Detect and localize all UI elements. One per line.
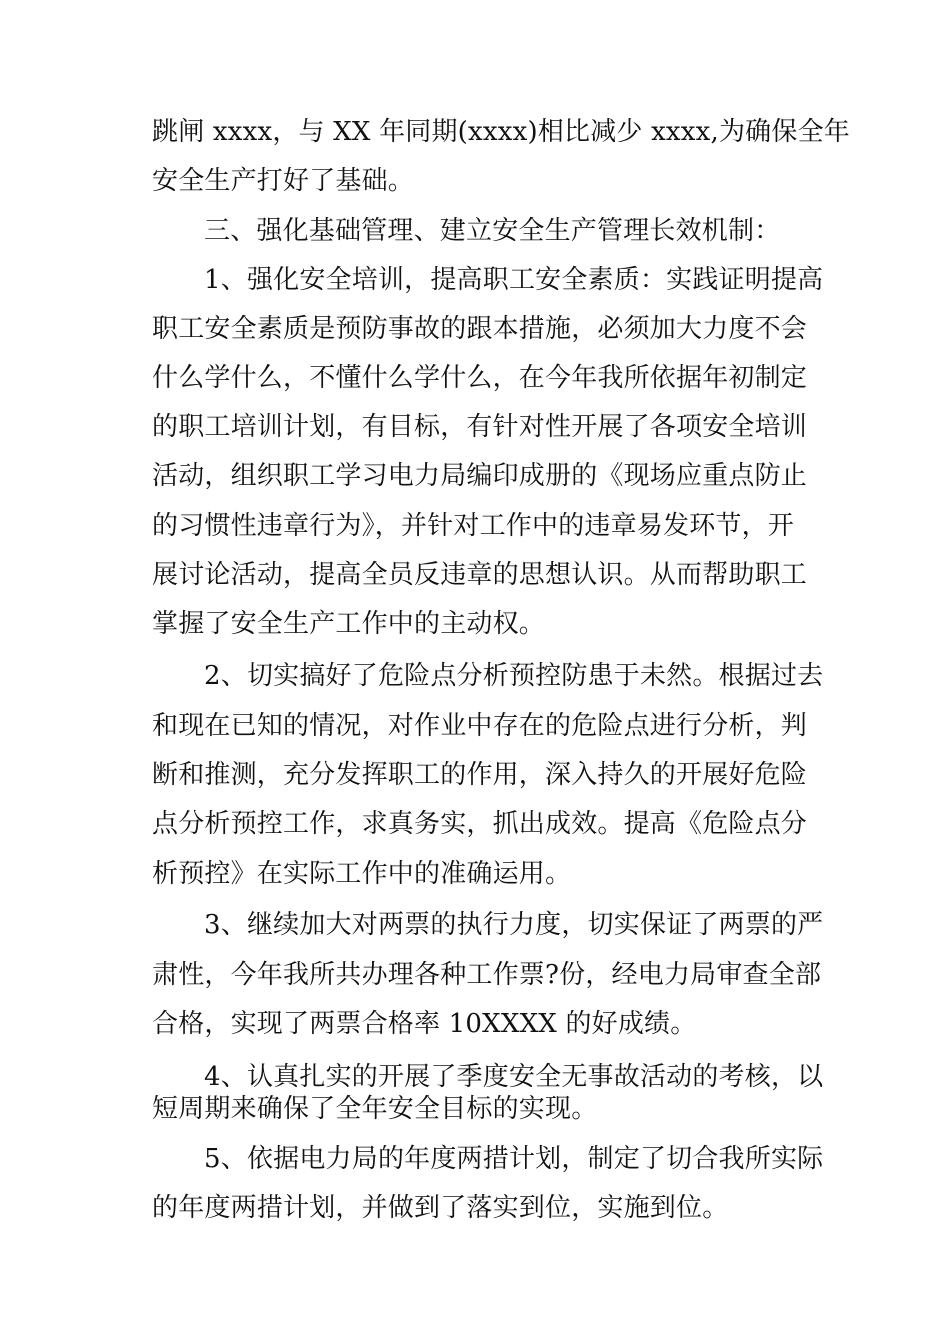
text-line: 点分析预控工作，求真务实，抓出成效。提高《危险点分: [152, 809, 808, 839]
text-line: 析预控》在实际工作中的准确运用。: [152, 859, 572, 889]
text-line: 职工安全素质是预防事故的跟本措施，必须加大力度不会: [152, 314, 808, 344]
text-line: 肃性，今年我所共办理各种工作票?份，经电力局审查全部: [152, 960, 822, 990]
text-line: 1、强化安全培训，提高职工安全素质：实践证明提高: [204, 265, 824, 295]
text-line: 什么学什么，不懂什么学什么，在今年我所依据年初制定: [152, 363, 808, 393]
text-line: 展讨论活动，提高全员反违章的思想认识。从而帮助职工: [152, 560, 808, 590]
section-heading: 三、强化基础管理、建立安全生产管理长效机制：: [204, 216, 781, 246]
text-line: 断和推测，充分发挥职工的作用，深入持久的开展好危险: [152, 760, 808, 790]
text-line: 的年度两措计划，并做到了落实到位，实施到位。: [152, 1193, 729, 1223]
text-line: 掌握了安全生产工作中的主动权。: [152, 609, 546, 639]
text-line: 短周期来确保了全年安全目标的实现。: [152, 1094, 598, 1124]
text-line: 跳闸 xxxx，与 XX 年同期(xxxx)相比减少 xxxx,为确保全年: [152, 117, 850, 147]
text-line: 5、依据电力局的年度两措计划，制定了切合我所实际: [204, 1144, 824, 1174]
text-line: 4、认真扎实的开展了季度安全无事故活动的考核，以: [204, 1062, 824, 1092]
text-line: 活动，组织职工学习电力局编印成册的《现场应重点防止: [152, 461, 808, 491]
text-line: 合格，实现了两票合格率 10XXXX 的好成绩。: [152, 1009, 697, 1039]
text-line: 的习惯性违章行为》，并针对工作中的违章易发环节，开: [152, 511, 795, 541]
text-line: 安全生产打好了基础。: [152, 166, 415, 196]
text-line: 3、继续加大对两票的执行力度，切实保证了两票的严: [204, 910, 824, 940]
text-line: 和现在已知的情况，对作业中存在的危险点进行分析，判: [152, 711, 808, 741]
text-line: 的职工培训计划，有目标，有针对性开展了各项安全培训: [152, 412, 808, 442]
text-line: 2、切实搞好了危险点分析预控防患于未然。根据过去: [204, 661, 824, 691]
